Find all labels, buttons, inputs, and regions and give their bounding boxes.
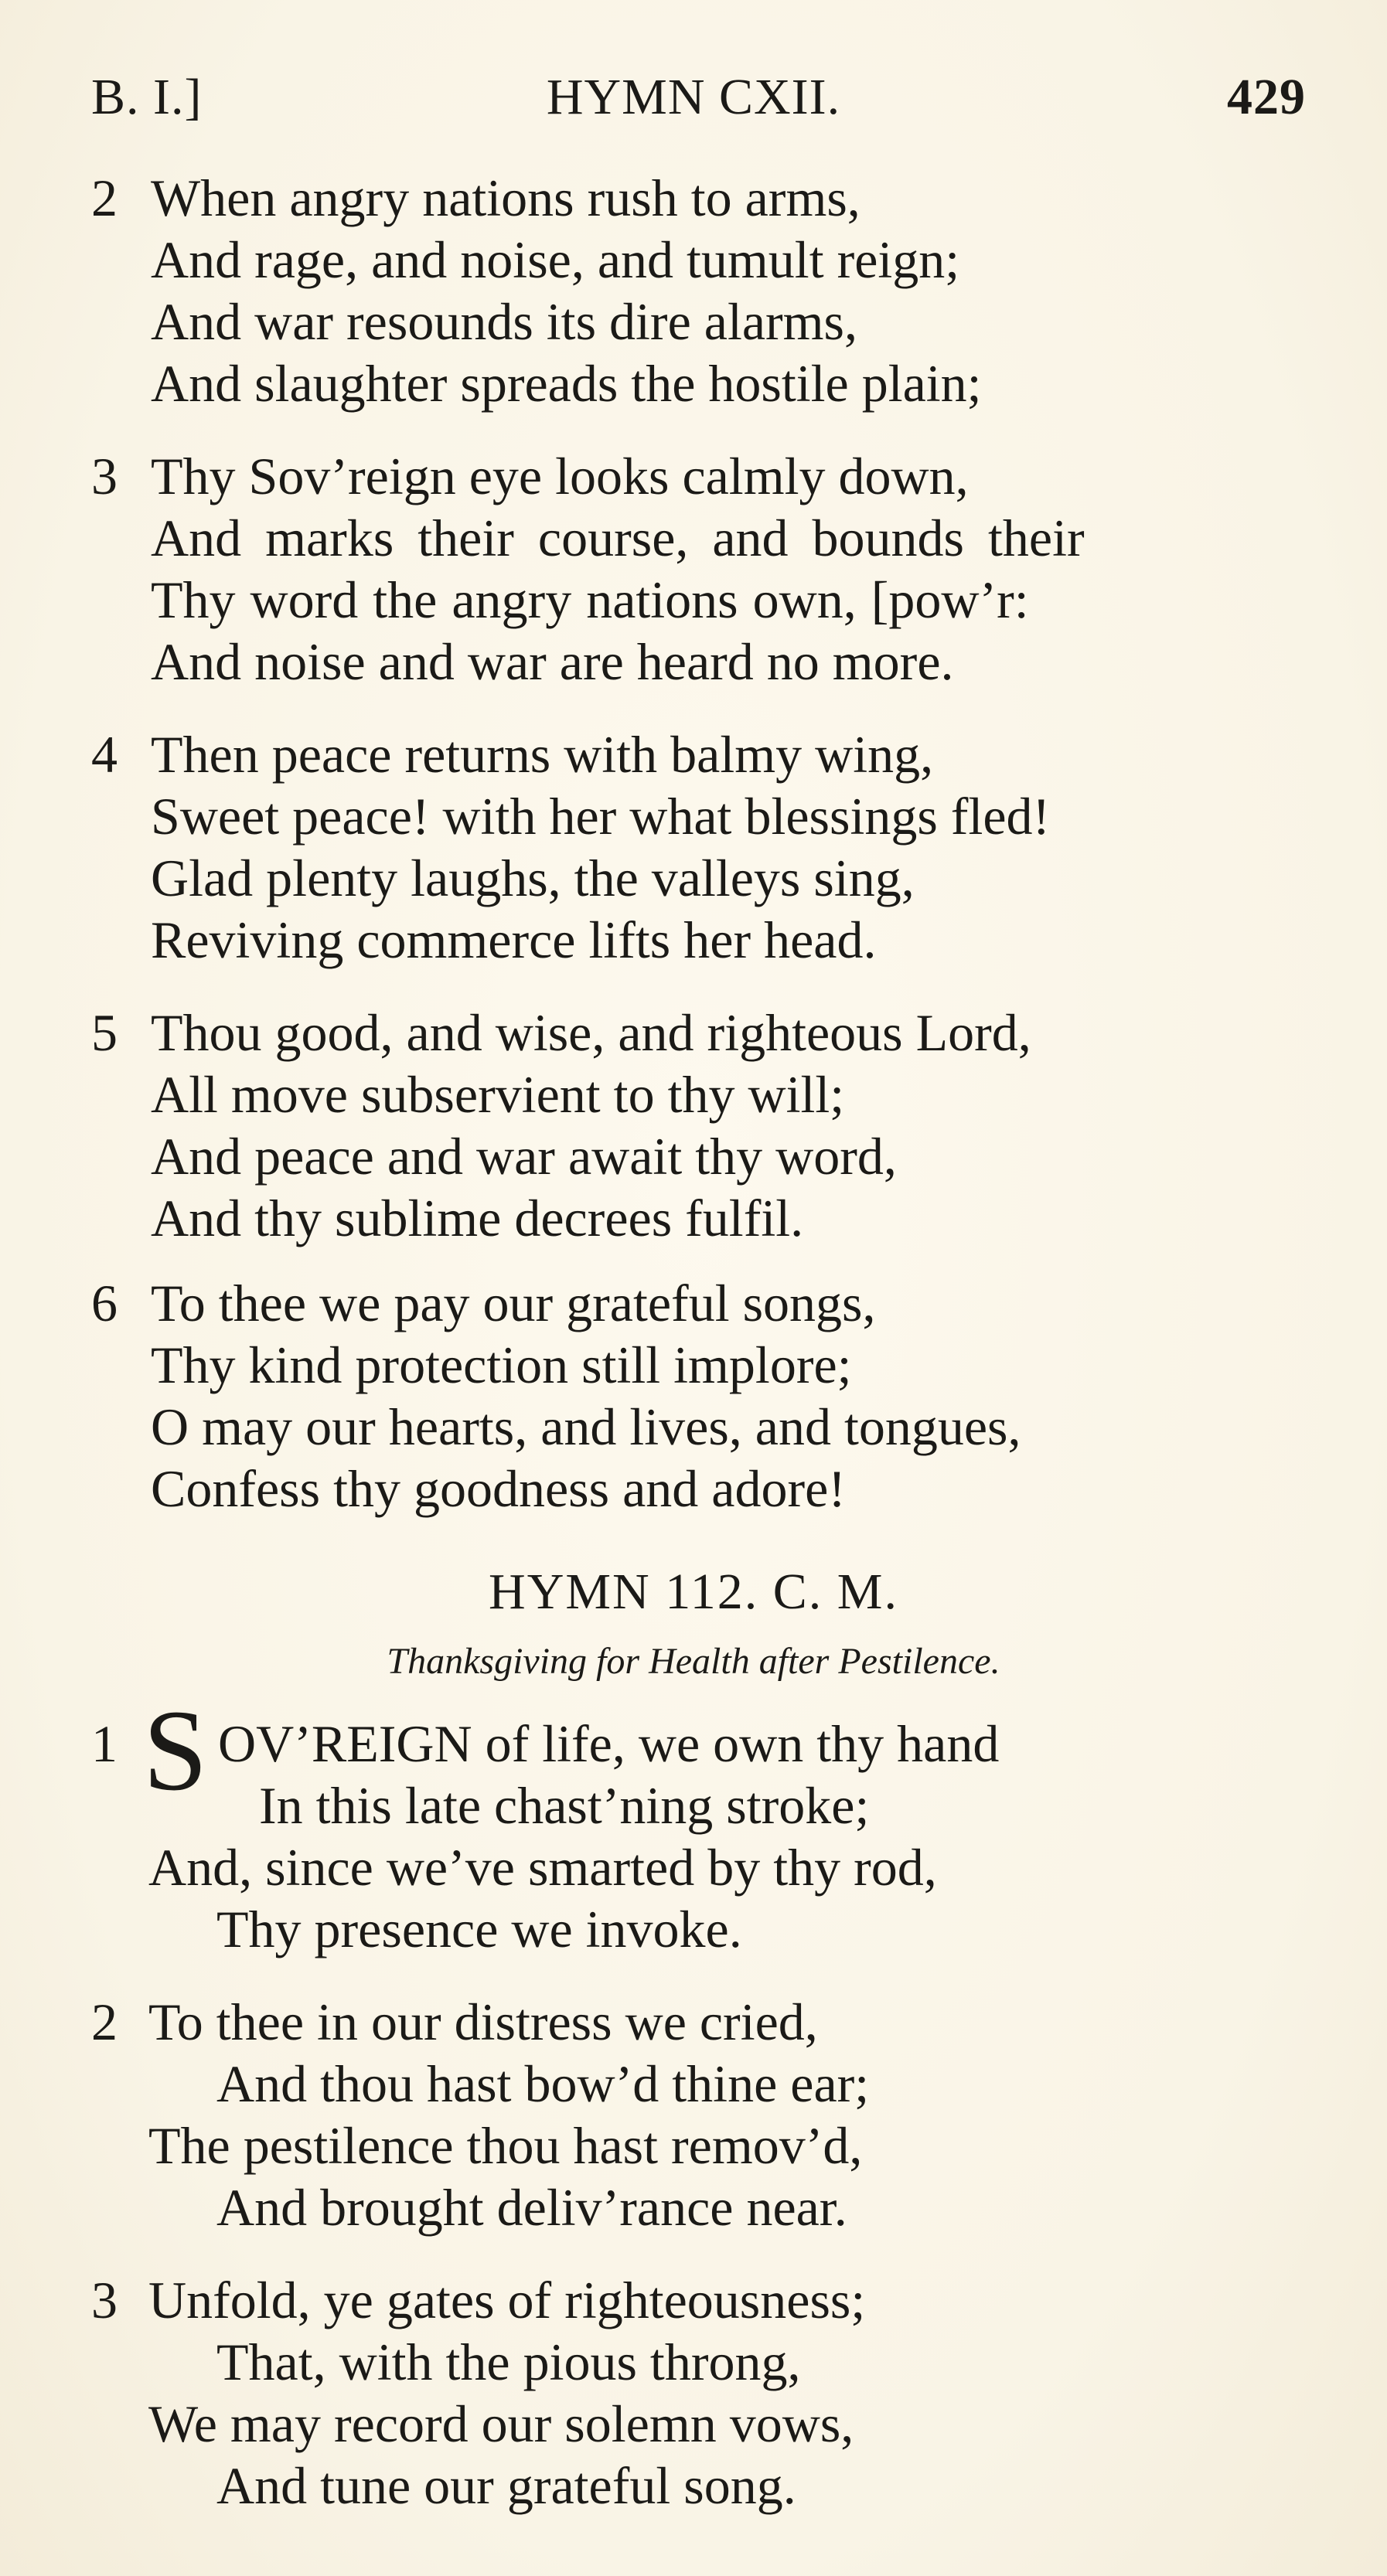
running-header <box>0 68 1387 138</box>
verse-line: And tune our grateful song. <box>216 2456 796 2515</box>
verse-line: That, with the pious throng, <box>216 2333 801 2391</box>
stanza-number: 3 <box>91 447 118 505</box>
verse-line: Thy presence we invoke. <box>216 1900 742 1958</box>
verse-line: Thy Sov’reign eye looks calmly down, <box>151 447 969 505</box>
verse-line: All move subservient to thy will; <box>151 1065 845 1124</box>
drop-cap: S <box>143 1686 208 1815</box>
verse-line: Confess thy goodness and adore! <box>151 1459 846 1518</box>
verse-line: And war resounds its dire alarms, <box>151 292 858 351</box>
verse-line: Sweet peace! with her what blessings fled! <box>151 787 1051 846</box>
verse-line: Reviving commerce lifts her head. <box>151 910 877 969</box>
verse-line: O may our hearts, and lives, and tongues, <box>151 1397 1021 1456</box>
verse-line: And, since we’ve smarted by thy rod, <box>148 1838 937 1897</box>
verse-line: And brought deliv’rance near. <box>216 2178 847 2237</box>
stanza-number: 5 <box>91 1003 118 1062</box>
header-book-ref: B. I.] <box>91 69 203 125</box>
verse-line: OV’REIGN of life, we own thy hand <box>218 1714 1000 1773</box>
verse-line: Then peace returns with balmy wing, <box>151 725 934 784</box>
header-hymn-number: HYMN CXII. <box>546 69 841 125</box>
verse-line: We may record our solemn vows, <box>148 2394 854 2453</box>
stanza-number: 2 <box>91 1992 118 2051</box>
verse-line: And thy sublime decrees fulfil. <box>151 1189 804 1247</box>
hymn-subtitle: Thanksgiving for Health after Pestilence. <box>387 1641 1000 1682</box>
verse-line: And rage, and noise, and tumult reign; <box>151 230 960 289</box>
stanza-number: 2 <box>91 168 118 227</box>
verse-line: And slaughter spreads the hostile plain; <box>151 354 982 413</box>
verse-line: In this late chast’ning stroke; <box>259 1776 870 1835</box>
stanza-number: 3 <box>91 2271 118 2329</box>
stanza-number: 4 <box>91 725 118 784</box>
verse-line: And peace and war await thy word, <box>151 1127 897 1186</box>
verse-line: When angry nations rush to arms, <box>151 168 860 227</box>
verse-line: Thy kind protection still implore; <box>151 1336 852 1394</box>
stanza-number: 6 <box>91 1274 118 1332</box>
page-number: 429 <box>1227 69 1306 125</box>
stanza-number: 1 <box>91 1714 118 1773</box>
verse-line: The pestilence thou hast remov’d, <box>148 2116 863 2175</box>
verse-line: And marks their course, and bounds their <box>151 509 1085 567</box>
verse-line: Glad plenty laughs, the valleys sing, <box>151 849 915 907</box>
verse-line: Thy word the angry nations own, [pow’r: <box>151 570 1029 629</box>
verse-line: Unfold, ye gates of righteousness; <box>148 2271 866 2329</box>
verse-line: And noise and war are heard no more. <box>151 632 954 691</box>
verse-line: Thou good, and wise, and righteous Lord, <box>151 1003 1031 1062</box>
verse-line: And thou hast bow’d thine ear; <box>216 2054 870 2113</box>
verse-line: To thee we pay our grateful songs, <box>151 1274 876 1332</box>
verse-line: To thee in our distress we cried, <box>148 1992 818 2051</box>
hymn-title: HYMN 112. C. M. <box>489 1564 898 1620</box>
